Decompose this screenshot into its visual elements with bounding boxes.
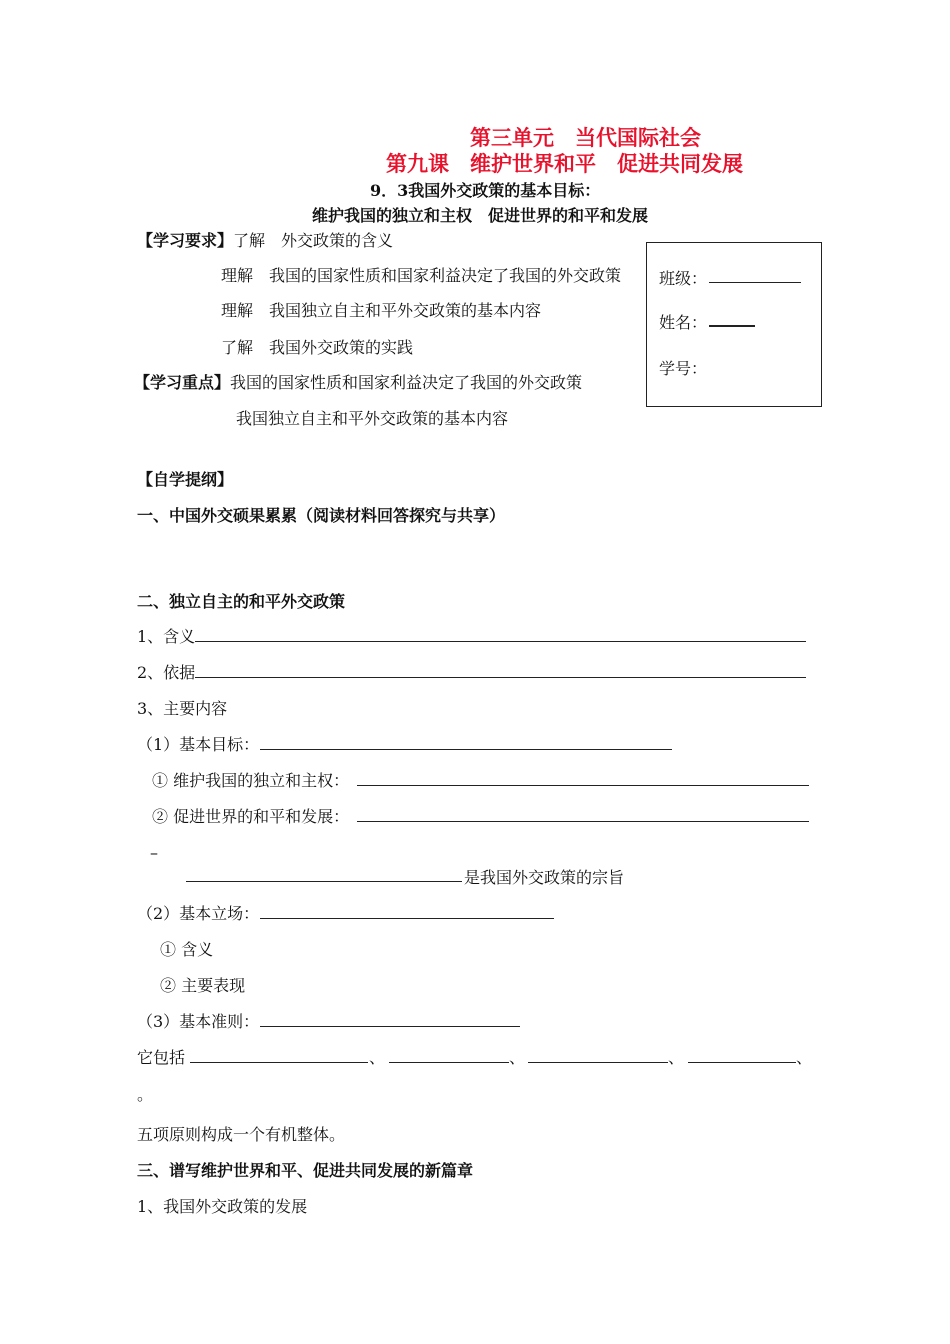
- requirements-label: 【学习要求】: [137, 231, 234, 250]
- section-2-heading: 二、独立自主的和平外交政策: [137, 592, 346, 611]
- dash-mark: –: [150, 843, 158, 862]
- name-field[interactable]: [709, 325, 755, 327]
- requirements-row-1: [137, 228, 393, 251]
- stance-manifestation: ② 主要表现: [160, 976, 246, 995]
- requirement-item: 了解 外交政策的含义: [233, 231, 394, 250]
- basic-goal-label: （1）基本目标：: [137, 735, 260, 754]
- principle-blank-3[interactable]: [528, 1062, 668, 1063]
- focus-label: 【学习重点】: [134, 373, 231, 392]
- purpose-text: 是我国外交政策的宗旨: [464, 868, 625, 887]
- basic-stance-line[interactable]: [260, 918, 554, 919]
- main-content-label: 3、主要内容: [137, 699, 228, 718]
- student-number-label: 学号：: [659, 359, 708, 378]
- principle-blank-1[interactable]: [190, 1062, 368, 1063]
- section-3-heading: 三、谱写维护世界和平、促进共同发展的新篇章: [137, 1161, 474, 1180]
- basis-label: 2、依据: [137, 663, 196, 682]
- basic-goal-line[interactable]: [260, 749, 672, 750]
- meaning-answer-line[interactable]: [195, 641, 806, 642]
- requirement-item: 理解 我国独立自主和平外交政策的基本内容: [221, 301, 542, 320]
- section-title: 9．3我国外交政策的基本目标：: [370, 181, 601, 200]
- meaning-label: 1、含义: [137, 627, 196, 646]
- requirement-item: 了解 我国外交政策的实践: [221, 338, 414, 357]
- purpose-line[interactable]: [186, 881, 462, 882]
- separator: 、: [668, 1048, 685, 1067]
- focus-item: 我国独立自主和平外交政策的基本内容: [236, 409, 509, 428]
- requirement-item: 理解 我国的国家性质和国家利益决定了我国的外交政策: [221, 266, 622, 285]
- name-label: 姓名：: [659, 313, 708, 332]
- whole-statement: 五项原则构成一个有机整体。: [137, 1125, 346, 1144]
- outline-heading: 【自学提纲】: [137, 470, 234, 489]
- end-mark: 。: [137, 1085, 154, 1104]
- basic-principle-line[interactable]: [260, 1026, 520, 1027]
- principle-blank-4[interactable]: [688, 1062, 796, 1063]
- focus-item: 我国的国家性质和国家利益决定了我国的外交政策: [230, 373, 583, 392]
- lesson-title: 第九课 维护世界和平 促进共同发展: [386, 151, 743, 176]
- class-label: 班级：: [659, 269, 708, 288]
- separator: 、: [509, 1048, 526, 1067]
- separator: 、: [796, 1048, 813, 1067]
- basis-answer-line[interactable]: [195, 677, 806, 678]
- principle-blank-2[interactable]: [389, 1062, 509, 1063]
- basic-principle-label: （3）基本准则：: [137, 1012, 260, 1031]
- separator: 、: [369, 1048, 386, 1067]
- stance-meaning: ① 含义: [160, 940, 214, 959]
- class-field[interactable]: [709, 282, 801, 283]
- basic-stance-label: （2）基本立场：: [137, 904, 260, 923]
- page-subtitle: 维护我国的独立和主权 促进世界的和平和发展: [312, 206, 649, 225]
- goal-sovereignty-label: ① 维护我国的独立和主权：: [152, 771, 350, 790]
- goal-peace-label: ② 促进世界的和平和发展：: [152, 807, 350, 826]
- goal-peace-line[interactable]: [357, 821, 809, 822]
- focus-row-1: [134, 370, 582, 393]
- includes-label: 它包括: [137, 1048, 186, 1067]
- student-info-box: [646, 242, 822, 407]
- policy-development-label: 1、我国外交政策的发展: [137, 1197, 308, 1216]
- section-1-heading: 一、中国外交硕果累累（阅读材料回答探究与共享）: [137, 506, 506, 525]
- goal-sovereignty-line[interactable]: [357, 785, 809, 786]
- unit-title: 第三单元 当代国际社会: [470, 125, 701, 150]
